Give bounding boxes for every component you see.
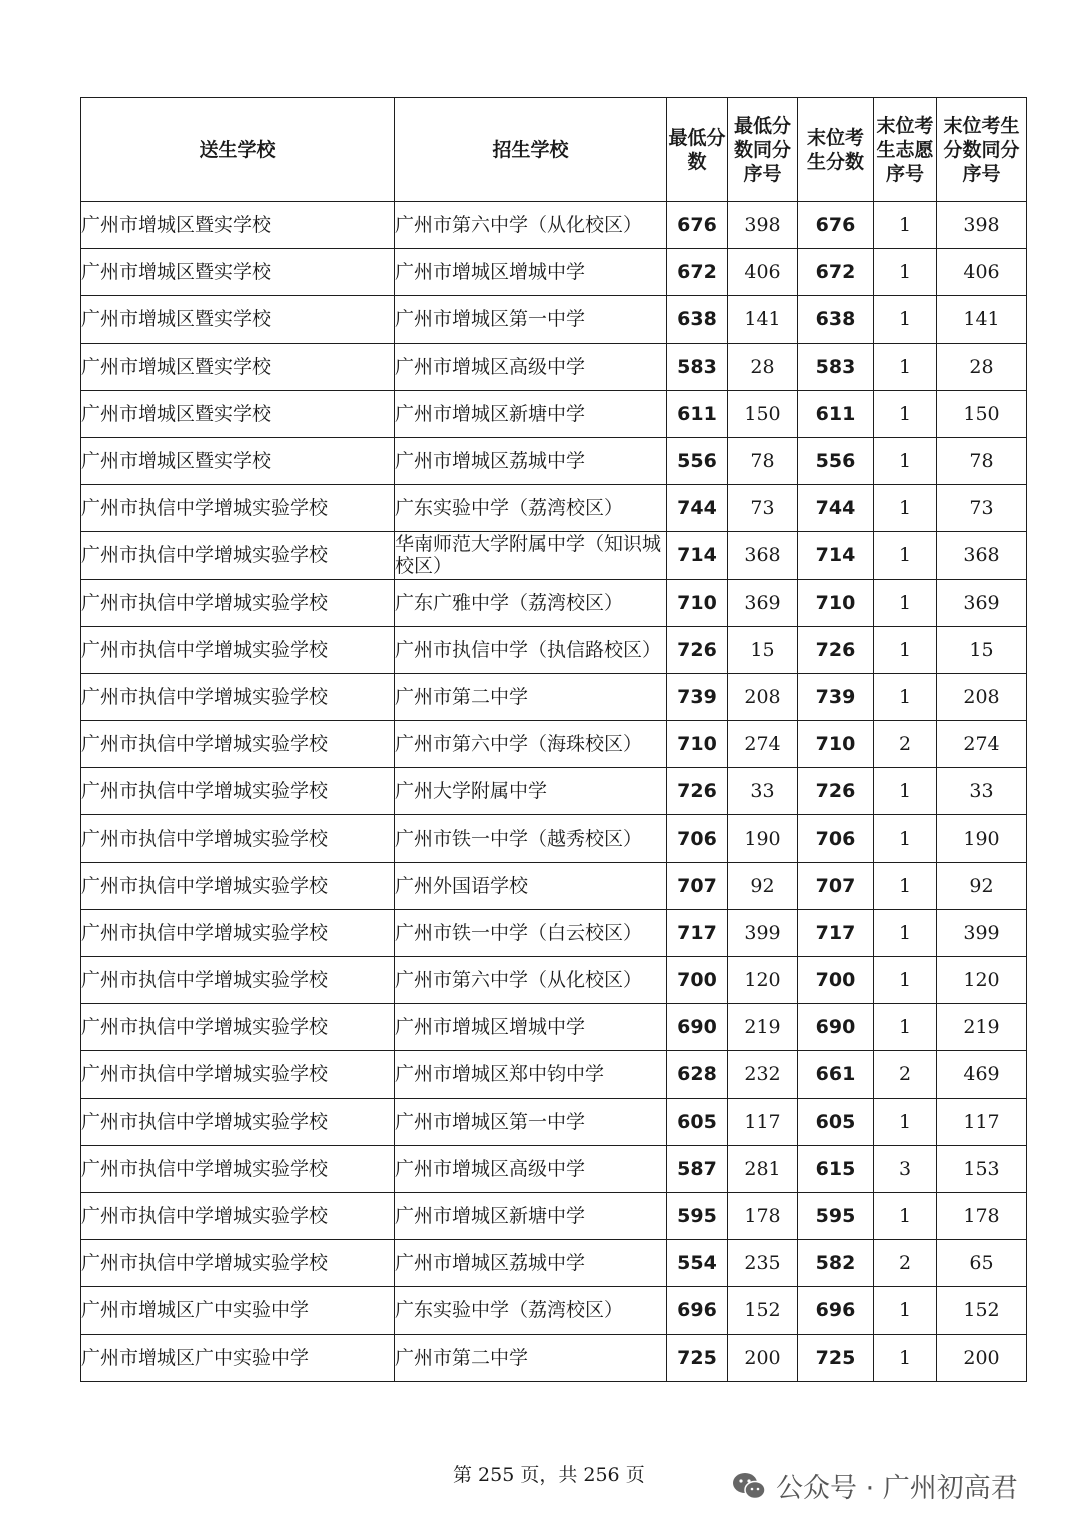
cell-min-score: 710 — [667, 721, 728, 768]
cell-last-choice-order: 1 — [874, 1098, 937, 1145]
cell-sending-school: 广州市执信中学增城实验学校 — [81, 1145, 395, 1192]
cell-min-score: 726 — [667, 626, 728, 673]
table-row — [81, 296, 1027, 343]
cell-min-score: 744 — [667, 485, 728, 532]
cell-min-score: 714 — [667, 532, 728, 579]
table-row — [81, 579, 1027, 626]
cell-sending-school: 广州市执信中学增城实验学校 — [81, 957, 395, 1004]
cell-last-choice-order: 1 — [874, 957, 937, 1004]
cell-min-score: 638 — [667, 296, 728, 343]
cell-last-score: 710 — [798, 721, 874, 768]
cell-min-score: 690 — [667, 1004, 728, 1051]
table-row — [81, 1098, 1027, 1145]
cell-sending-school: 广州市执信中学增城实验学校 — [81, 909, 395, 956]
cell-min-score-tie-rank: 232 — [728, 1051, 798, 1098]
cell-sending-school: 广州市执信中学增城实验学校 — [81, 1240, 395, 1287]
cell-last-score: 696 — [798, 1287, 874, 1334]
cell-sending-school: 广州市执信中学增城实验学校 — [81, 862, 395, 909]
cell-min-score: 587 — [667, 1145, 728, 1192]
cell-last-score-tie-rank: 73 — [937, 485, 1027, 532]
cell-min-score: 554 — [667, 1240, 728, 1287]
table-row — [81, 815, 1027, 862]
cell-admitting-school: 广州市第六中学（从化校区） — [395, 957, 667, 1004]
cell-sending-school: 广州市增城区暨实学校 — [81, 249, 395, 296]
cell-sending-school: 广州市执信中学增城实验学校 — [81, 485, 395, 532]
cell-last-choice-order: 1 — [874, 390, 937, 437]
table-row — [81, 390, 1027, 437]
cell-admitting-school: 广州市第二中学 — [395, 673, 667, 720]
cell-sending-school: 广州市执信中学增城实验学校 — [81, 532, 395, 579]
cell-sending-school: 广州市增城区暨实学校 — [81, 437, 395, 484]
cell-last-score-tie-rank: 120 — [937, 957, 1027, 1004]
cell-admitting-school: 广东实验中学（荔湾校区） — [395, 485, 667, 532]
cell-last-score-tie-rank: 274 — [937, 721, 1027, 768]
table-row — [81, 1051, 1027, 1098]
cell-admitting-school: 华南师范大学附属中学（知识城校区） — [395, 532, 667, 579]
table-row — [81, 1145, 1027, 1192]
cell-last-choice-order: 1 — [874, 768, 937, 815]
table-row — [81, 862, 1027, 909]
cell-last-score: 690 — [798, 1004, 874, 1051]
cell-sending-school: 广州市执信中学增城实验学校 — [81, 673, 395, 720]
cell-admitting-school: 广州市执信中学（执信路校区） — [395, 626, 667, 673]
cell-min-score: 717 — [667, 909, 728, 956]
header-admitting-school: 招生学校 — [395, 98, 667, 202]
table-row — [81, 957, 1027, 1004]
cell-last-choice-order: 3 — [874, 1145, 937, 1192]
cell-sending-school: 广州市执信中学增城实验学校 — [81, 815, 395, 862]
cell-min-score-tie-rank: 92 — [728, 862, 798, 909]
cell-min-score: 710 — [667, 579, 728, 626]
cell-sending-school: 广州市执信中学增城实验学校 — [81, 579, 395, 626]
cell-last-score-tie-rank: 208 — [937, 673, 1027, 720]
cell-admitting-school: 广州市铁一中学（越秀校区） — [395, 815, 667, 862]
cell-sending-school: 广州市执信中学增城实验学校 — [81, 768, 395, 815]
table-row — [81, 626, 1027, 673]
cell-admitting-school: 广州市增城区高级中学 — [395, 343, 667, 390]
cell-last-score: 583 — [798, 343, 874, 390]
cell-admitting-school: 广州市铁一中学（白云校区） — [395, 909, 667, 956]
cell-min-score-tie-rank: 152 — [728, 1287, 798, 1334]
cell-last-choice-order: 1 — [874, 485, 937, 532]
cell-min-score-tie-rank: 369 — [728, 579, 798, 626]
admission-score-table — [80, 97, 1027, 1382]
cell-last-choice-order: 1 — [874, 815, 937, 862]
cell-min-score-tie-rank: 28 — [728, 343, 798, 390]
cell-min-score-tie-rank: 78 — [728, 437, 798, 484]
cell-last-choice-order: 1 — [874, 1287, 937, 1334]
cell-min-score-tie-rank: 235 — [728, 1240, 798, 1287]
cell-last-choice-order: 1 — [874, 437, 937, 484]
cell-last-score-tie-rank: 92 — [937, 862, 1027, 909]
cell-last-score-tie-rank: 141 — [937, 296, 1027, 343]
cell-last-choice-order: 2 — [874, 1240, 937, 1287]
header-last-score-tie-rank: 末位考生分数同分序号 — [937, 98, 1027, 202]
cell-sending-school: 广州市增城区暨实学校 — [81, 202, 395, 249]
cell-last-score: 725 — [798, 1334, 874, 1381]
cell-min-score-tie-rank: 117 — [728, 1098, 798, 1145]
cell-last-score: 605 — [798, 1098, 874, 1145]
cell-last-score-tie-rank: 406 — [937, 249, 1027, 296]
cell-last-score-tie-rank: 78 — [937, 437, 1027, 484]
cell-last-choice-order: 1 — [874, 673, 937, 720]
cell-last-score-tie-rank: 152 — [937, 1287, 1027, 1334]
header-min-score: 最低分数 — [667, 98, 728, 202]
cell-min-score-tie-rank: 190 — [728, 815, 798, 862]
cell-admitting-school: 广州市增城区增城中学 — [395, 1004, 667, 1051]
cell-admitting-school: 广州市增城区新塘中学 — [395, 1192, 667, 1239]
cell-last-score: 661 — [798, 1051, 874, 1098]
cell-last-choice-order: 1 — [874, 579, 937, 626]
cell-min-score: 628 — [667, 1051, 728, 1098]
cell-last-score-tie-rank: 398 — [937, 202, 1027, 249]
cell-min-score: 583 — [667, 343, 728, 390]
cell-sending-school: 广州市执信中学增城实验学校 — [81, 626, 395, 673]
watermark-text: 公众号 · 广州初高君 — [776, 1473, 1018, 1504]
table-row — [81, 1240, 1027, 1287]
cell-admitting-school: 广州市增城区新塘中学 — [395, 390, 667, 437]
cell-last-choice-order: 1 — [874, 343, 937, 390]
header-min-score-tie-rank: 最低分数同分序号 — [728, 98, 798, 202]
cell-last-choice-order: 1 — [874, 862, 937, 909]
cell-admitting-school: 广州大学附属中学 — [395, 768, 667, 815]
table-row — [81, 1287, 1027, 1334]
cell-last-score-tie-rank: 469 — [937, 1051, 1027, 1098]
cell-last-score: 717 — [798, 909, 874, 956]
cell-sending-school: 广州市执信中学增城实验学校 — [81, 1051, 395, 1098]
cell-sending-school: 广州市执信中学增城实验学校 — [81, 1192, 395, 1239]
cell-last-choice-order: 1 — [874, 1334, 937, 1381]
table-row — [81, 202, 1027, 249]
cell-last-score: 672 — [798, 249, 874, 296]
cell-last-score: 707 — [798, 862, 874, 909]
cell-admitting-school: 广东实验中学（荔湾校区） — [395, 1287, 667, 1334]
cell-last-score: 714 — [798, 532, 874, 579]
cell-sending-school: 广州市增城区广中实验中学 — [81, 1287, 395, 1334]
table-row — [81, 1334, 1027, 1381]
cell-min-score-tie-rank: 120 — [728, 957, 798, 1004]
cell-last-score: 638 — [798, 296, 874, 343]
cell-last-score: 700 — [798, 957, 874, 1004]
cell-min-score: 706 — [667, 815, 728, 862]
cell-last-score: 595 — [798, 1192, 874, 1239]
header-last-score: 末位考生分数 — [798, 98, 874, 202]
cell-last-choice-order: 1 — [874, 296, 937, 343]
cell-min-score-tie-rank: 399 — [728, 909, 798, 956]
cell-last-score: 676 — [798, 202, 874, 249]
cell-min-score-tie-rank: 33 — [728, 768, 798, 815]
cell-last-score-tie-rank: 15 — [937, 626, 1027, 673]
cell-last-score: 726 — [798, 626, 874, 673]
cell-min-score: 696 — [667, 1287, 728, 1334]
cell-admitting-school: 广州市第二中学 — [395, 1334, 667, 1381]
cell-min-score: 726 — [667, 768, 728, 815]
table-row — [81, 437, 1027, 484]
cell-admitting-school: 广州市增城区荔城中学 — [395, 1240, 667, 1287]
cell-min-score-tie-rank: 368 — [728, 532, 798, 579]
cell-last-choice-order: 2 — [874, 1051, 937, 1098]
cell-min-score-tie-rank: 15 — [728, 626, 798, 673]
table-row — [81, 249, 1027, 296]
cell-admitting-school: 广州市第六中学（海珠校区） — [395, 721, 667, 768]
table-row — [81, 485, 1027, 532]
table-row — [81, 532, 1027, 579]
cell-admitting-school: 广州市增城区高级中学 — [395, 1145, 667, 1192]
table-row — [81, 1192, 1027, 1239]
cell-last-score: 726 — [798, 768, 874, 815]
cell-min-score: 739 — [667, 673, 728, 720]
cell-last-score-tie-rank: 399 — [937, 909, 1027, 956]
cell-last-score: 582 — [798, 1240, 874, 1287]
page-number-label: 第 255 页，共 256 页 — [453, 1464, 645, 1486]
cell-min-score: 672 — [667, 249, 728, 296]
cell-min-score: 605 — [667, 1098, 728, 1145]
cell-last-score-tie-rank: 368 — [937, 532, 1027, 579]
cell-admitting-school: 广东广雅中学（荔湾校区） — [395, 579, 667, 626]
table-row — [81, 673, 1027, 720]
cell-last-score-tie-rank: 369 — [937, 579, 1027, 626]
table-row — [81, 721, 1027, 768]
cell-last-choice-order: 1 — [874, 202, 937, 249]
cell-sending-school: 广州市执信中学增城实验学校 — [81, 1004, 395, 1051]
table-row — [81, 768, 1027, 815]
table-body — [81, 202, 1027, 1382]
cell-admitting-school: 广州市增城区荔城中学 — [395, 437, 667, 484]
cell-admitting-school: 广州市增城区第一中学 — [395, 296, 667, 343]
watermark — [732, 1466, 1018, 1505]
cell-admitting-school: 广州外国语学校 — [395, 862, 667, 909]
cell-last-score-tie-rank: 28 — [937, 343, 1027, 390]
cell-min-score-tie-rank: 141 — [728, 296, 798, 343]
table-row — [81, 909, 1027, 956]
cell-last-score: 710 — [798, 579, 874, 626]
cell-last-choice-order: 1 — [874, 1004, 937, 1051]
cell-last-score: 706 — [798, 815, 874, 862]
cell-min-score-tie-rank: 73 — [728, 485, 798, 532]
table-row — [81, 1004, 1027, 1051]
cell-last-score-tie-rank: 65 — [937, 1240, 1027, 1287]
table-header-row — [81, 98, 1027, 202]
cell-sending-school: 广州市增城区广中实验中学 — [81, 1334, 395, 1381]
cell-last-choice-order: 1 — [874, 532, 937, 579]
cell-last-choice-order: 1 — [874, 626, 937, 673]
header-last-choice-order: 末位考生志愿序号 — [874, 98, 937, 202]
wechat-icon — [732, 1472, 766, 1500]
cell-admitting-school: 广州市增城区第一中学 — [395, 1098, 667, 1145]
cell-min-score-tie-rank: 219 — [728, 1004, 798, 1051]
cell-min-score-tie-rank: 398 — [728, 202, 798, 249]
cell-sending-school: 广州市增城区暨实学校 — [81, 343, 395, 390]
cell-min-score: 700 — [667, 957, 728, 1004]
cell-min-score-tie-rank: 281 — [728, 1145, 798, 1192]
cell-admitting-school: 广州市增城区郑中钧中学 — [395, 1051, 667, 1098]
cell-min-score-tie-rank: 406 — [728, 249, 798, 296]
cell-sending-school: 广州市执信中学增城实验学校 — [81, 1098, 395, 1145]
cell-last-score: 739 — [798, 673, 874, 720]
cell-last-score-tie-rank: 178 — [937, 1192, 1027, 1239]
header-sending-school: 送生学校 — [81, 98, 395, 202]
cell-last-score-tie-rank: 150 — [937, 390, 1027, 437]
cell-sending-school: 广州市增城区暨实学校 — [81, 296, 395, 343]
cell-min-score-tie-rank: 208 — [728, 673, 798, 720]
cell-sending-school: 广州市增城区暨实学校 — [81, 390, 395, 437]
cell-min-score-tie-rank: 274 — [728, 721, 798, 768]
cell-min-score: 611 — [667, 390, 728, 437]
cell-last-score: 556 — [798, 437, 874, 484]
cell-last-score-tie-rank: 200 — [937, 1334, 1027, 1381]
cell-last-choice-order: 1 — [874, 249, 937, 296]
cell-min-score: 707 — [667, 862, 728, 909]
cell-min-score-tie-rank: 200 — [728, 1334, 798, 1381]
cell-min-score-tie-rank: 178 — [728, 1192, 798, 1239]
cell-min-score: 676 — [667, 202, 728, 249]
cell-admitting-school: 广州市第六中学（从化校区） — [395, 202, 667, 249]
cell-last-choice-order: 1 — [874, 909, 937, 956]
cell-min-score-tie-rank: 150 — [728, 390, 798, 437]
cell-last-score-tie-rank: 33 — [937, 768, 1027, 815]
cell-last-score: 611 — [798, 390, 874, 437]
cell-min-score: 595 — [667, 1192, 728, 1239]
cell-sending-school: 广州市执信中学增城实验学校 — [81, 721, 395, 768]
cell-last-choice-order: 2 — [874, 721, 937, 768]
cell-last-choice-order: 1 — [874, 1192, 937, 1239]
cell-min-score: 556 — [667, 437, 728, 484]
cell-last-score-tie-rank: 219 — [937, 1004, 1027, 1051]
cell-min-score: 725 — [667, 1334, 728, 1381]
cell-last-score-tie-rank: 153 — [937, 1145, 1027, 1192]
table-row — [81, 343, 1027, 390]
cell-last-score-tie-rank: 190 — [937, 815, 1027, 862]
cell-admitting-school: 广州市增城区增城中学 — [395, 249, 667, 296]
cell-last-score: 615 — [798, 1145, 874, 1192]
cell-last-score-tie-rank: 117 — [937, 1098, 1027, 1145]
cell-last-score: 744 — [798, 485, 874, 532]
